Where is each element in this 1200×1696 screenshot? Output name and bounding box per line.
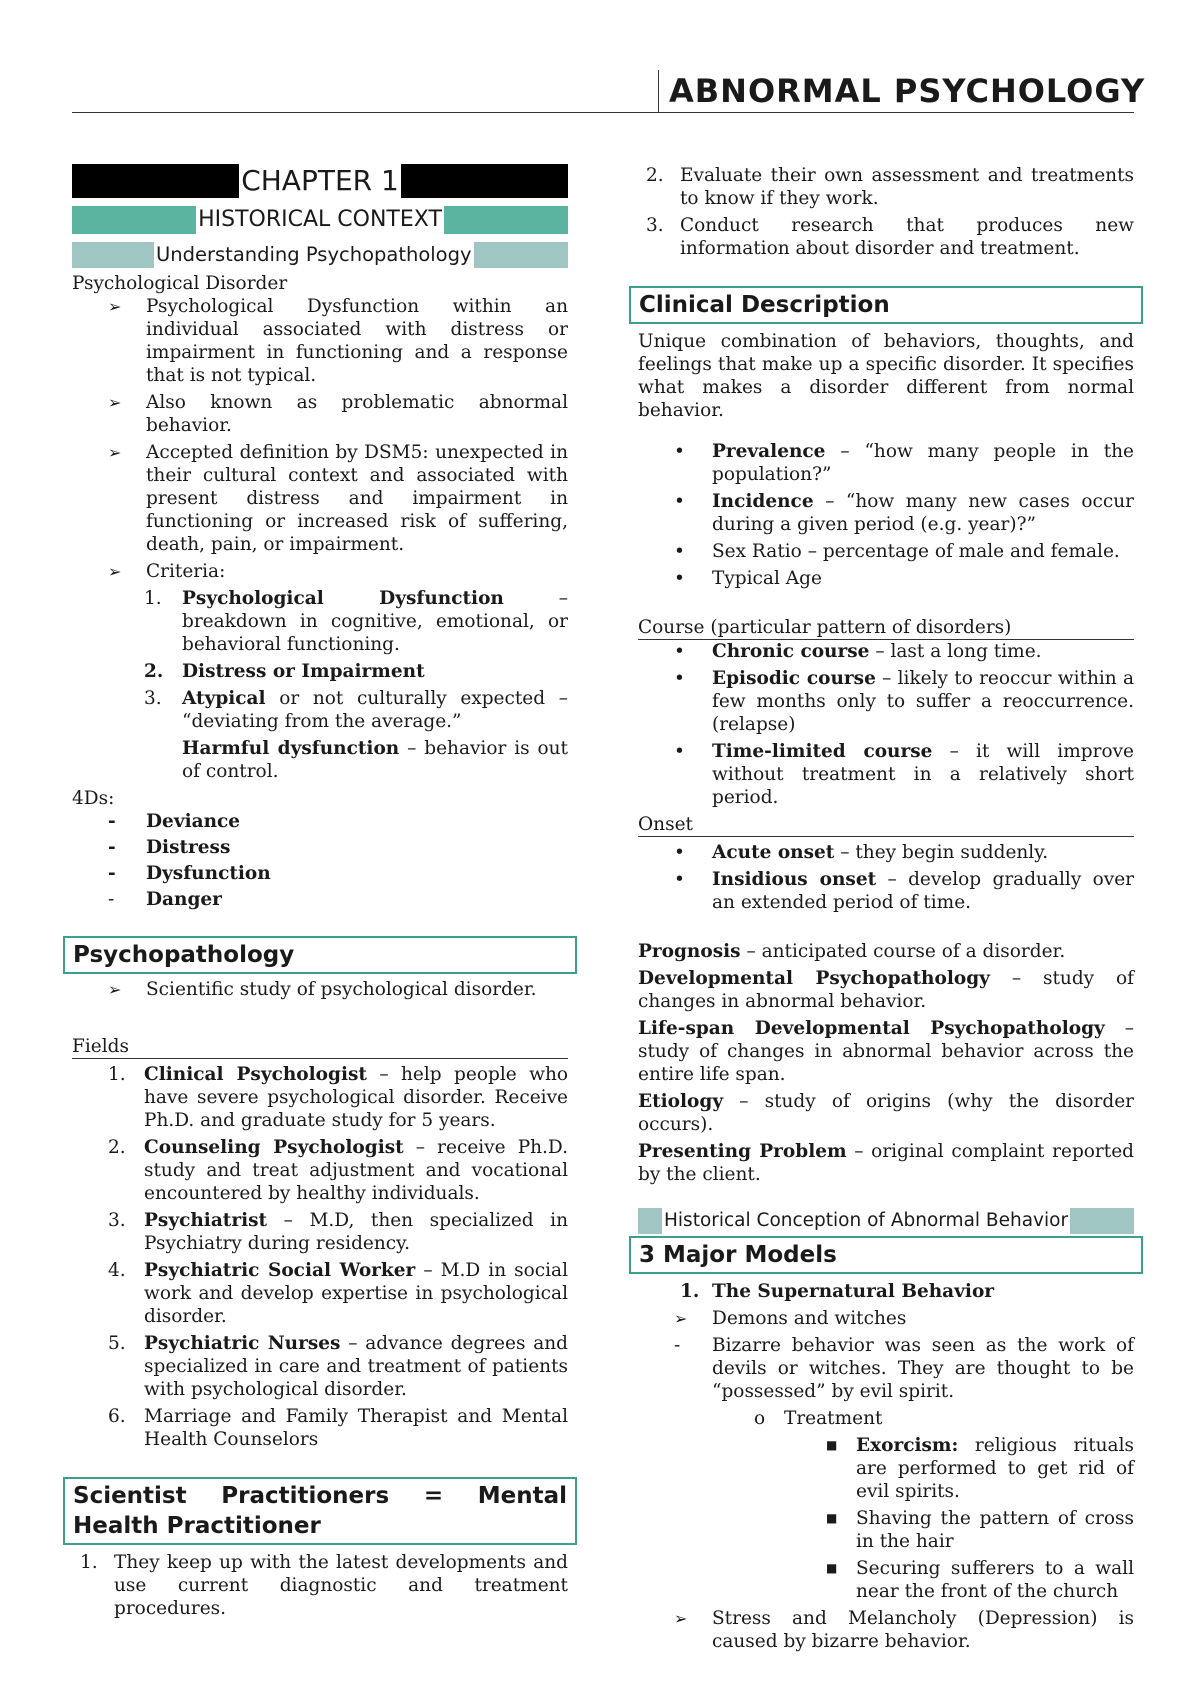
field-item: 3. Psychiatrist – M.D, then specialized in Psychiatry during residency. xyxy=(108,1210,568,1254)
arrow-bullet-icon: ➢ xyxy=(674,1309,688,1328)
clinical-bullet: • Sex Ratio – percentage of male and female. xyxy=(674,541,1120,562)
right-column xyxy=(638,164,1134,1657)
scientist-item: 2. Evaluate their own assessment and treatments to know if they work. xyxy=(646,165,1134,209)
field-item: 6. Marriage and Family Therapist and Mental Health Counselors xyxy=(108,1406,568,1450)
clinical-description-text: Unique combination of behaviors, thoughts, and feelings that make up a specific disorder. It specifies what makes a disorder different from normal behavior. xyxy=(638,331,1134,421)
historical-context-banner xyxy=(72,206,568,234)
course-bullet: • Episodic course – likely to reoccur within a few months only to suffer a reoccurrence. (relapse) xyxy=(674,668,1134,735)
model-item: 1. The Supernatural Behavior xyxy=(680,1281,995,1302)
square-bullet-icon: ■ xyxy=(826,1561,838,1575)
course-bullet: • Chronic course – last a long time. xyxy=(674,641,1042,662)
psychopathology-heading: Psychopathology xyxy=(63,936,577,974)
clinical-bullet: • Incidence – “how many new cases occur during a given period (e.g. year)?” xyxy=(674,491,1134,535)
treatment-item: ■ Exorcism: religious rituals are performed to get rid of evil spirits. xyxy=(826,1435,1134,1502)
treatment-item: ■ Shaving the pattern of cross in the hair xyxy=(826,1508,1134,1552)
list-item: ➢ Scientific study of psychological disorder. xyxy=(108,979,537,1000)
arrow-bullet-icon: ➢ xyxy=(674,1609,688,1628)
list-item: - Bizarre behavior was seen as the work of devils or witches. They are thought to be “possessed” by evil spirit. xyxy=(674,1335,1134,1402)
fourds-label: 4Ds: xyxy=(72,788,115,809)
arrow-bullet-icon: ➢ xyxy=(108,297,122,316)
definition: Developmental Psychopathology – study of changes in abnormal behavior. xyxy=(638,968,1135,1012)
chapter-banner xyxy=(72,164,568,198)
fourd-item: - Distress xyxy=(108,837,231,858)
arrow-bullet-icon: ➢ xyxy=(108,393,122,412)
document-header-title: ABNORMAL PSYCHOLOGY xyxy=(658,70,1145,112)
fourd-item: - Dysfunction xyxy=(108,863,271,884)
list-item: ➢ Demons and witches xyxy=(674,1308,907,1329)
scientist-practitioners-heading: Scientist Practitioners = Mental Health Practitioner xyxy=(63,1477,577,1545)
definition: Etiology – study of origins (why the disorder occurs). xyxy=(638,1091,1134,1135)
bullet-dot-icon: • xyxy=(674,869,685,890)
banner-fill xyxy=(638,1208,662,1234)
bullet-dot-icon: • xyxy=(674,842,685,863)
course-bullet: • Time-limited course – it will improve without treatment in a relatively short period. xyxy=(674,741,1134,808)
historical-conception-title: Historical Conception of Abnormal Behavior xyxy=(664,1210,1069,1231)
clinical-description-heading: Clinical Description xyxy=(629,286,1143,324)
field-item: 4. Psychiatric Social Worker – M.D in social work and develop expertise in psychological disorder. xyxy=(108,1260,569,1327)
bullet-dot-icon: • xyxy=(674,668,685,689)
arrow-bullet-icon: ➢ xyxy=(108,443,122,462)
left-column xyxy=(72,164,568,1624)
list-item: ➢ Accepted definition by DSM5: unexpected in their cultural context and associated with present distress and impairment in functioning or increased risk of suffering, death, pain, or impairment. xyxy=(108,442,568,555)
banner-fill xyxy=(401,164,568,198)
banner-fill xyxy=(1070,1208,1134,1234)
bullet-dot-icon: • xyxy=(674,441,685,462)
onset-bullet: • Insidious onset – develop gradually over an extended period of time. xyxy=(674,869,1134,913)
square-bullet-icon: ■ xyxy=(826,1438,838,1452)
arrow-bullet-icon: ➢ xyxy=(108,562,122,581)
list-item: ➢ Psychological Dysfunction within an individual associated with distress or impairment in functioning and a response that is not typical. xyxy=(108,296,568,386)
major-models-heading: 3 Major Models xyxy=(629,1236,1143,1274)
bullet-dot-icon: • xyxy=(674,491,685,512)
fields-label: Fields xyxy=(72,1035,568,1059)
field-item: 1. Clinical Psychologist – help people who have severe psychological disorder. Receive Ph.D. and graduate study for 5 years. xyxy=(108,1064,568,1131)
header-rule xyxy=(72,112,1134,113)
definition: Life-span Developmental Psychopathology – study of changes in abnormal behavior across the entire life span. xyxy=(638,1018,1135,1085)
bullet-dot-icon: • xyxy=(674,568,685,589)
list-item: ➢ Criteria: xyxy=(108,561,226,582)
onset-bullet: • Acute onset – they begin suddenly. xyxy=(674,842,1049,863)
definition: Presenting Problem – original complaint reported by the client. xyxy=(638,1141,1134,1185)
bullet-dot-icon: • xyxy=(674,641,685,662)
square-bullet-icon: ■ xyxy=(826,1511,838,1525)
circle-bullet-icon: o xyxy=(754,1408,766,1429)
course-label: Course (particular pattern of disorders) xyxy=(638,616,1134,640)
banner-fill xyxy=(72,206,196,234)
onset-label: Onset xyxy=(638,813,1134,837)
criteria-item: 3. Atypical or not culturally expected – “deviating from the average.” xyxy=(144,688,568,732)
clinical-bullet: • Typical Age xyxy=(674,568,822,589)
list-item: ➢ Also known as problematic abnormal behavior. xyxy=(108,392,568,436)
historical-conception-banner xyxy=(638,1208,1134,1234)
fourd-item: - Danger xyxy=(108,889,222,910)
criteria-item: 2. Distress or Impairment xyxy=(144,661,425,682)
arrow-bullet-icon: ➢ xyxy=(108,980,122,999)
list-item: ➢ Stress and Melancholy (Depression) is caused by bizarre behavior. xyxy=(674,1608,1134,1652)
chapter-title: CHAPTER 1 xyxy=(241,164,399,197)
clinical-bullet: • Prevalence – “how many people in the population?” xyxy=(674,441,1134,485)
banner-fill xyxy=(72,242,154,268)
criteria-item: 1. Psychological Dysfunction – breakdown in cognitive, emotional, or behavioral functioning. xyxy=(144,588,568,655)
understanding-title: Understanding Psychopathology xyxy=(156,243,472,266)
understanding-banner xyxy=(72,242,568,268)
scientist-item: 3. Conduct research that produces new information about disorder and treatment. xyxy=(646,215,1134,259)
scientist-item: 1. They keep up with the latest developments and use current diagnostic and treatment procedures. xyxy=(80,1552,568,1619)
treatment-label: o Treatment xyxy=(754,1408,883,1429)
banner-fill xyxy=(72,164,239,198)
fourd-item: - Deviance xyxy=(108,811,241,832)
psych-disorder-label: Psychological Disorder xyxy=(72,273,288,294)
bullet-dot-icon: • xyxy=(674,741,685,762)
field-item: 2. Counseling Psychologist – receive Ph.D. study and treat adjustment and vocational encountered by healthy individuals. xyxy=(108,1137,568,1204)
bullet-dot-icon: • xyxy=(674,541,685,562)
historical-context-title: HISTORICAL CONTEXT xyxy=(198,207,442,232)
field-item: 5. Psychiatric Nurses – advance degrees and specialized in care and treatment of patients with psychological disorder. xyxy=(108,1333,568,1400)
treatment-item: ■ Securing sufferers to a wall near the front of the church xyxy=(826,1558,1134,1602)
banner-fill xyxy=(444,206,568,234)
harmful-dysfunction: Harmful dysfunction – behavior is out of control. xyxy=(182,738,568,782)
definition: Prognosis – anticipated course of a disorder. xyxy=(638,941,1066,962)
banner-fill xyxy=(474,242,568,268)
